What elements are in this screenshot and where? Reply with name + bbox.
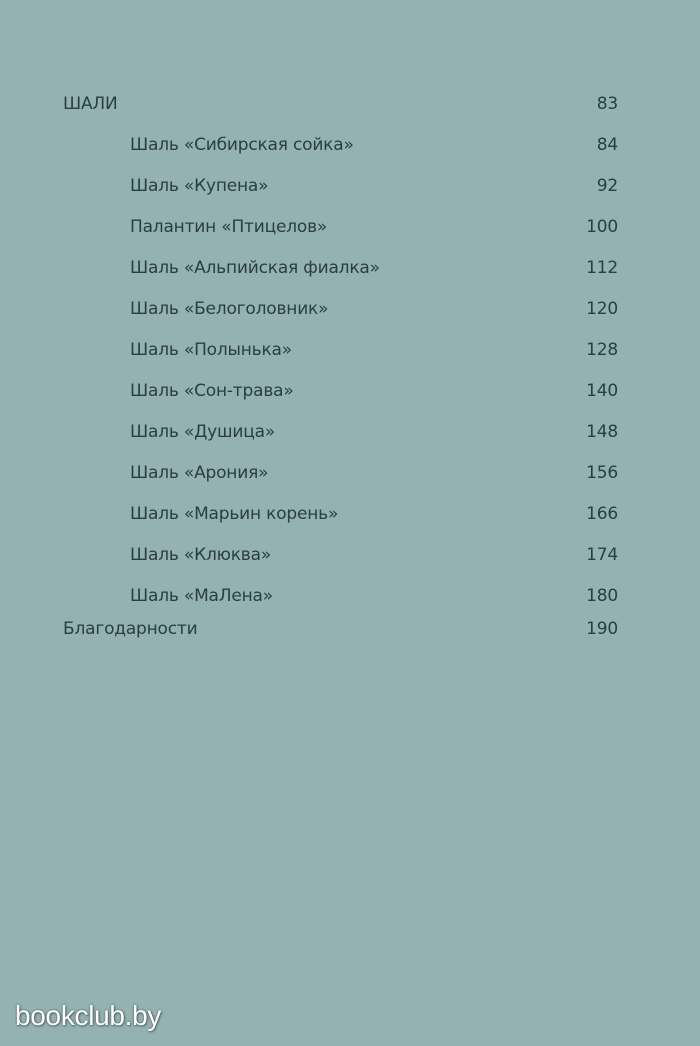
toc-section-shawls	[63, 90, 618, 118]
toc-section-page: 190	[586, 619, 618, 639]
toc-item	[63, 131, 618, 172]
toc-item-title: Шаль «МаЛена»	[130, 586, 273, 606]
toc-item	[63, 213, 618, 254]
toc-item	[63, 541, 618, 582]
toc-item-title: Шаль «Сибирская сойка»	[130, 135, 354, 155]
toc-item	[63, 336, 618, 377]
toc-item-page: 140	[586, 381, 618, 401]
toc-item-title: Шаль «Альпийская фиалка»	[130, 258, 380, 278]
toc-item-page: 128	[586, 340, 618, 360]
toc-item-title: Шаль «Сон-трава»	[130, 381, 294, 401]
toc-item-page: 156	[586, 463, 618, 483]
toc-item-title: Шаль «Марьин корень»	[130, 504, 339, 524]
toc-item-title: Шаль «Полынька»	[130, 340, 292, 360]
toc-item	[63, 459, 618, 500]
toc-item	[63, 254, 618, 295]
toc-item	[63, 418, 618, 459]
toc-item-page: 180	[586, 586, 618, 606]
toc-item-title: Шаль «Белоголовник»	[130, 299, 329, 319]
toc-item-page: 166	[586, 504, 618, 524]
toc-section-page: 83	[596, 94, 618, 114]
toc-item-page: 92	[596, 176, 618, 196]
toc-item	[63, 172, 618, 213]
toc-item-page: 174	[586, 545, 618, 565]
toc-item	[63, 500, 618, 541]
toc-item	[63, 377, 618, 418]
toc-item-title: Шаль «Купена»	[130, 176, 269, 196]
toc-item-title: Шаль «Клюква»	[130, 545, 272, 565]
toc-item-title: Шаль «Арония»	[130, 463, 269, 483]
toc-item-title: Шаль «Душица»	[130, 422, 276, 442]
toc-item-page: 112	[586, 258, 618, 278]
toc-item-page: 84	[596, 135, 618, 155]
toc-item	[63, 295, 618, 336]
toc-item-page: 120	[586, 299, 618, 319]
toc-item-title: Палантин «Птицелов»	[130, 217, 328, 237]
watermark-text: bookclub.by	[15, 1000, 162, 1031]
table-of-contents	[63, 90, 618, 643]
toc-item-page: 100	[586, 217, 618, 237]
toc-section-title: Благодарности	[63, 619, 198, 639]
toc-item-page: 148	[586, 422, 618, 442]
toc-section-title: ШАЛИ	[63, 94, 118, 114]
toc-item	[63, 582, 618, 615]
toc-section-acknowledgements	[63, 615, 618, 643]
